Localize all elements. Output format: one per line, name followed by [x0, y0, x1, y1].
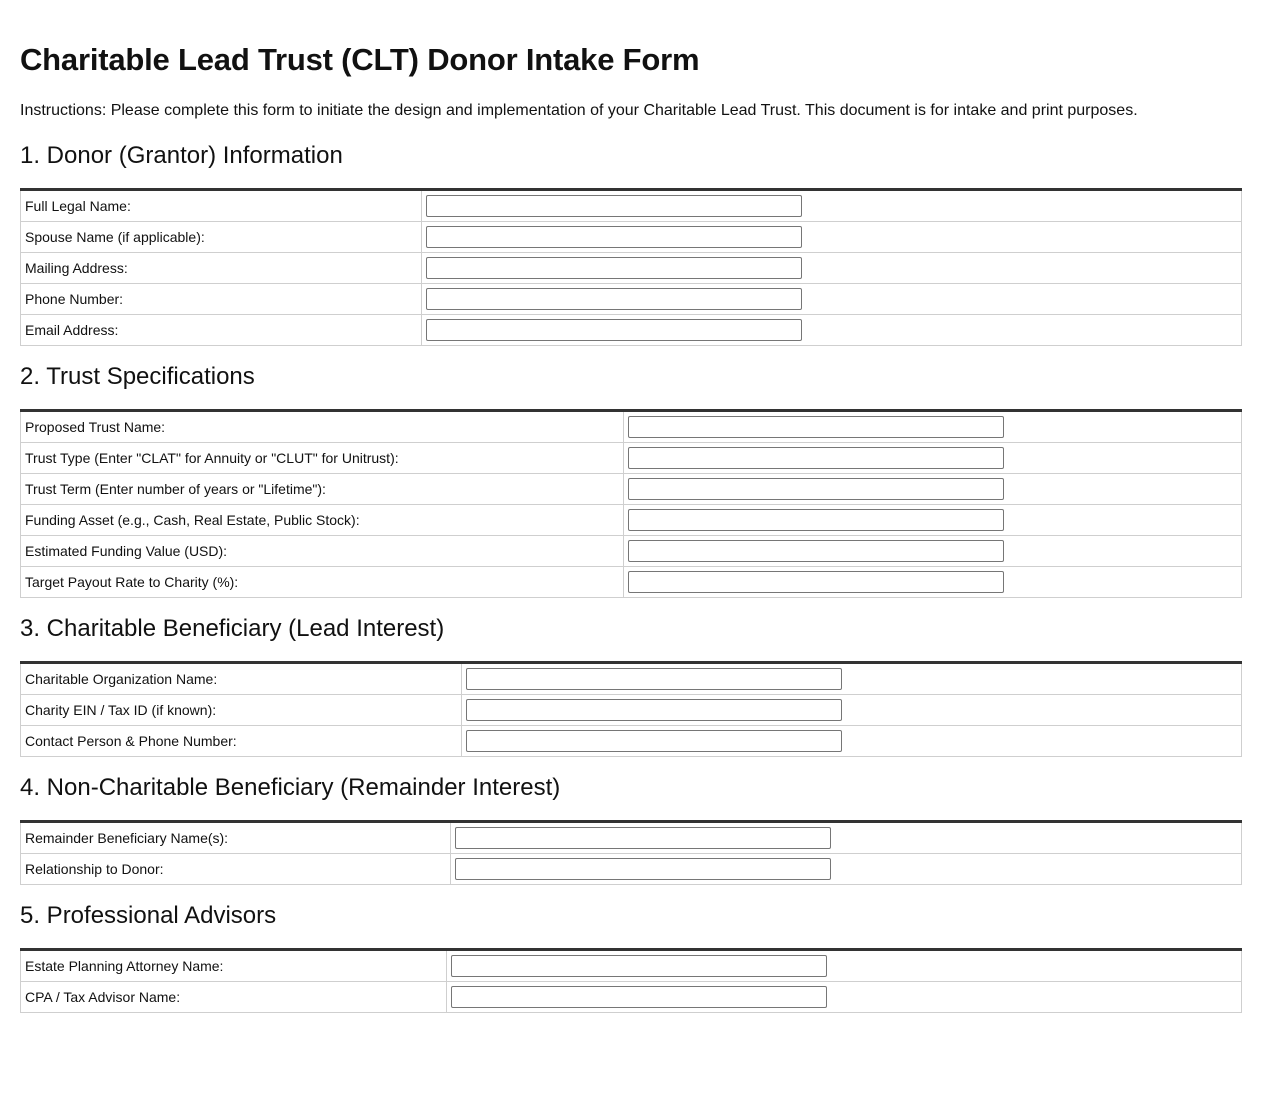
- charity-ein-input[interactable]: [466, 699, 842, 721]
- charitable-organization-name-input[interactable]: [466, 668, 842, 690]
- table-row: [21, 474, 1242, 505]
- table-row: [21, 726, 1242, 757]
- field-label: Estate Planning Attorney Name:: [21, 950, 447, 982]
- field-label: Estimated Funding Value (USD):: [21, 536, 624, 567]
- field-label: Charity EIN / Tax ID (if known):: [21, 695, 462, 726]
- field-label: CPA / Tax Advisor Name:: [21, 982, 447, 1013]
- field-label: Mailing Address:: [21, 253, 422, 284]
- target-payout-rate-input[interactable]: [628, 571, 1004, 593]
- table-row: [21, 822, 1242, 854]
- field-label: Remainder Beneficiary Name(s):: [21, 822, 451, 854]
- section-title-trust-specifications: 2. Trust Specifications: [20, 363, 255, 390]
- non-charitable-beneficiary-table: [20, 820, 1242, 885]
- field-label: Trust Type (Enter "CLAT" for Annuity or "CLUT" for Unitrust):: [21, 443, 624, 474]
- funding-asset-input[interactable]: [628, 509, 1004, 531]
- charitable-beneficiary-table: [20, 661, 1242, 757]
- field-label: Relationship to Donor:: [21, 854, 451, 885]
- trust-specifications-table: [20, 409, 1242, 598]
- table-row: [21, 854, 1242, 885]
- section-title-non-charitable-beneficiary: 4. Non-Charitable Beneficiary (Remainder Interest): [20, 774, 561, 801]
- table-row: [21, 190, 1242, 222]
- table-row: [21, 284, 1242, 315]
- relationship-to-donor-input[interactable]: [455, 858, 831, 880]
- cpa-tax-advisor-input[interactable]: [451, 986, 827, 1008]
- remainder-beneficiary-name-input[interactable]: [455, 827, 831, 849]
- field-label: Charitable Organization Name:: [21, 663, 462, 695]
- field-label: Email Address:: [21, 315, 422, 346]
- email-address-input[interactable]: [426, 319, 802, 341]
- field-label: Phone Number:: [21, 284, 422, 315]
- phone-number-input[interactable]: [426, 288, 802, 310]
- field-label: Proposed Trust Name:: [21, 411, 624, 443]
- trust-term-input[interactable]: [628, 478, 1004, 500]
- full-legal-name-input[interactable]: [426, 195, 802, 217]
- table-row: [21, 663, 1242, 695]
- spouse-name-input[interactable]: [426, 226, 802, 248]
- field-label: Contact Person & Phone Number:: [21, 726, 462, 757]
- proposed-trust-name-input[interactable]: [628, 416, 1004, 438]
- section-title-charitable-beneficiary: 3. Charitable Beneficiary (Lead Interest): [20, 615, 445, 642]
- table-row: [21, 253, 1242, 284]
- field-label: Trust Term (Enter number of years or "Lifetime"):: [21, 474, 624, 505]
- estate-planning-attorney-input[interactable]: [451, 955, 827, 977]
- table-row: [21, 315, 1242, 346]
- table-row: [21, 950, 1242, 982]
- table-row: [21, 567, 1242, 598]
- section-title-professional-advisors: 5. Professional Advisors: [20, 902, 277, 929]
- table-row: [21, 411, 1242, 443]
- professional-advisors-table: [20, 948, 1242, 1013]
- table-row: [21, 536, 1242, 567]
- estimated-funding-value-input[interactable]: [628, 540, 1004, 562]
- table-row: [21, 222, 1242, 253]
- field-label: Full Legal Name:: [21, 190, 422, 222]
- contact-person-input[interactable]: [466, 730, 842, 752]
- instructions-text: Instructions: Please complete this form to initiate the design and implementation of your Charitable Lead Trust. This document is for intake and print purposes.: [20, 102, 1138, 119]
- field-label: Spouse Name (if applicable):: [21, 222, 422, 253]
- table-row: [21, 443, 1242, 474]
- mailing-address-input[interactable]: [426, 257, 802, 279]
- page-title: Charitable Lead Trust (CLT) Donor Intake Form: [20, 42, 700, 77]
- table-row: [21, 982, 1242, 1013]
- field-label: Funding Asset (e.g., Cash, Real Estate, Public Stock):: [21, 505, 624, 536]
- table-row: [21, 505, 1242, 536]
- donor-information-table: [20, 188, 1242, 346]
- trust-type-input[interactable]: [628, 447, 1004, 469]
- section-title-donor-information: 1. Donor (Grantor) Information: [20, 142, 343, 169]
- field-label: Target Payout Rate to Charity (%):: [21, 567, 624, 598]
- table-row: [21, 695, 1242, 726]
